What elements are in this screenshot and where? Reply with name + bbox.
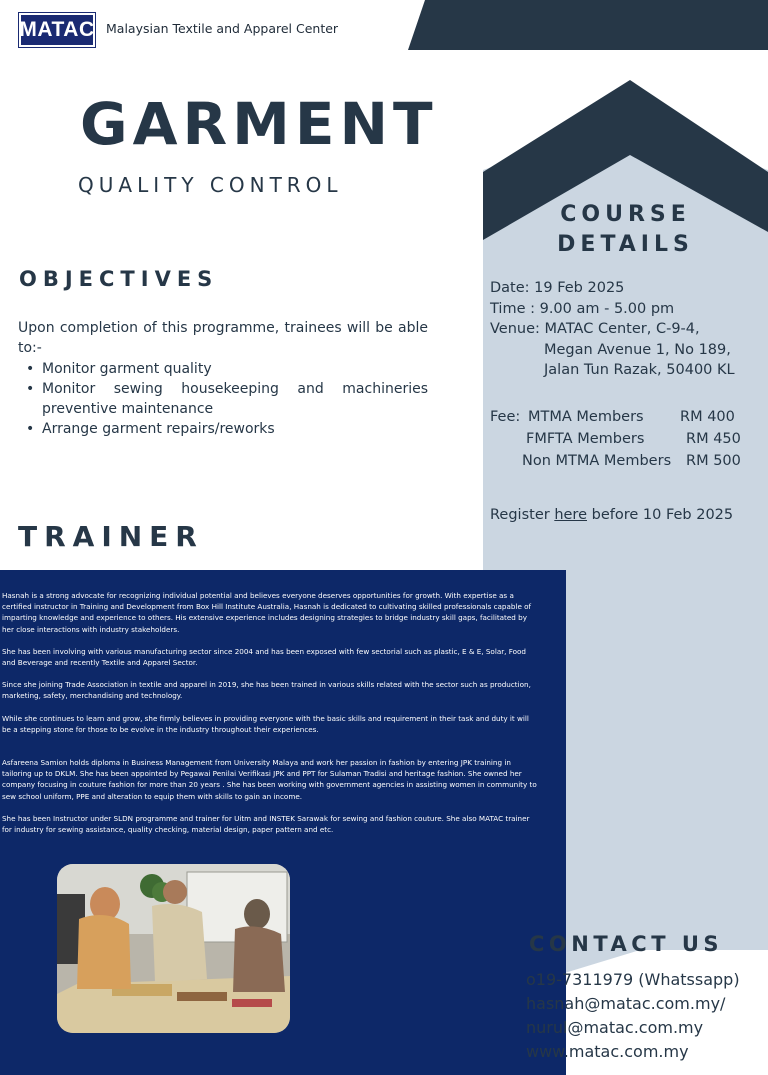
course-venue-line1: Venue: MATAC Center, C-9-4,	[490, 321, 700, 337]
course-time: Time : 9.00 am - 5.00 pm	[490, 300, 675, 317]
register-prefix: Register	[490, 507, 550, 523]
course-title: GARMENT	[80, 90, 438, 158]
fee-amount: RM 450	[686, 430, 741, 447]
course-details-heading-line2: DETAILS	[557, 232, 694, 257]
trainer-paragraph: Asfareena Samion holds diploma in Business Management from University Malaya and work her passion in fashion by entering JPK training in tailoring up to DKLM. She has been appointed by Pegawai Penilai Verifikasi JPK and PPT for Sulaman Tradisi and heritage fashion. She owned her company focusing in couture fashion for more than 20 years . She has been working with government agencies in assisting women in community to sew school uniform, PPE and alteration to equip them with skills to gain an income.	[2, 758, 537, 801]
matac-logo	[19, 13, 95, 47]
trainer-paragraph: While she continues to learn and grow, she firmly believes in providing everyone with the basic skills and requirement in their task and duty it will be a stepping stone for those to be evolve in the industry throughout their experiences.	[2, 713, 529, 734]
trainer-heading: TRAINER	[18, 520, 204, 553]
fee-label: MTMA Members	[528, 408, 644, 425]
objective-item: • Arrange garment repairs/reworks	[24, 419, 428, 439]
course-venue-line3: Jalan Tun Razak, 50400 KL	[544, 362, 735, 378]
contact-heading: CONTACT US	[529, 932, 724, 956]
fee-row-fmfta	[490, 429, 760, 451]
objectives-intro: Upon completion of this programme, trainees will be able to:-	[18, 320, 428, 356]
objective-item: • Monitor garment quality	[24, 359, 428, 379]
course-venue-line2: Megan Avenue 1, No 189,	[544, 341, 731, 358]
register-suffix: before 10 Feb 2025	[591, 507, 734, 523]
course-details-heading	[483, 200, 768, 260]
course-details	[490, 278, 760, 473]
course-details-heading-line1: COURSE	[560, 202, 691, 227]
fee-label: FMFTA Members	[526, 430, 645, 447]
header-band	[408, 0, 768, 50]
trainer-paragraph: She has been involving with various manufacturing sector since 2004 and has been exposed with few sectorial such as plastic, E & E, Solar, Food and Beverage and recently Textile and Apparel Sector.	[2, 646, 526, 668]
course-date: Date: 19 Feb 2025	[490, 280, 625, 296]
objectives-list	[24, 359, 428, 439]
contact-email-hasnah[interactable]: hasnah@matac.com.my/	[526, 994, 726, 1013]
register-link[interactable]: here	[554, 507, 587, 523]
logo-text: MATAC	[19, 18, 95, 41]
contact-website[interactable]: www.matac.com.my	[526, 1042, 689, 1061]
trainer-paragraph: Since she joining Trade Association in textile and apparel in 2019, she has been trained in various skills related with the sector such as production, marketing, safety, merchandising and technology.	[2, 680, 531, 701]
org-name: Malaysian Textile and Apparel Center	[106, 21, 339, 36]
trainer-paragraph: She has been Instructor under SLDN programme and trainer for Uitm and INSTEK Sarawak for sewing and fashion couture. She also MATAC trainer for industry for sewing assistance, quality checking, material design, paper pattern and etc.	[2, 813, 530, 835]
contact-email-nurul[interactable]: nurul@matac.com.my	[526, 1018, 704, 1037]
fee-amount: RM 500	[686, 452, 741, 469]
fee-amount: RM 400	[680, 408, 735, 425]
training-photo-illustration	[57, 864, 290, 1033]
training-photo	[57, 864, 290, 1033]
fee-prefix: Fee:	[490, 408, 521, 425]
fee-label: Non MTMA Members	[522, 452, 672, 469]
trainer-paragraph: Hasnah is a strong advocate for recognizing individual potential and believes everyone deserves opportunities for growth. With expertise as a certified instructor in Training and Development from Box Hill Institute Australia, Hasnah is dedicated to cultivating skilled professionals capable of imparting knowledge and experience to others. His extensive experience includes designing strategies to bridge industry skill gaps, facilitated by her close interactions with industry stakeholders.	[2, 591, 532, 634]
fee-row-mtma	[490, 407, 760, 429]
trainer-bio	[2, 590, 538, 846]
register-line	[490, 507, 733, 523]
objectives-heading: OBJECTIVES	[19, 267, 219, 291]
objective-item: • Monitor sewing housekeeping and machineries preventive maintenance	[24, 379, 428, 419]
fee-row-non-mtma	[490, 451, 760, 473]
contact-list	[526, 968, 740, 1064]
contact-phone[interactable]: o19-7311979 (Whatssapp)	[526, 970, 740, 989]
course-subtitle: QUALITY CONTROL	[78, 173, 343, 197]
